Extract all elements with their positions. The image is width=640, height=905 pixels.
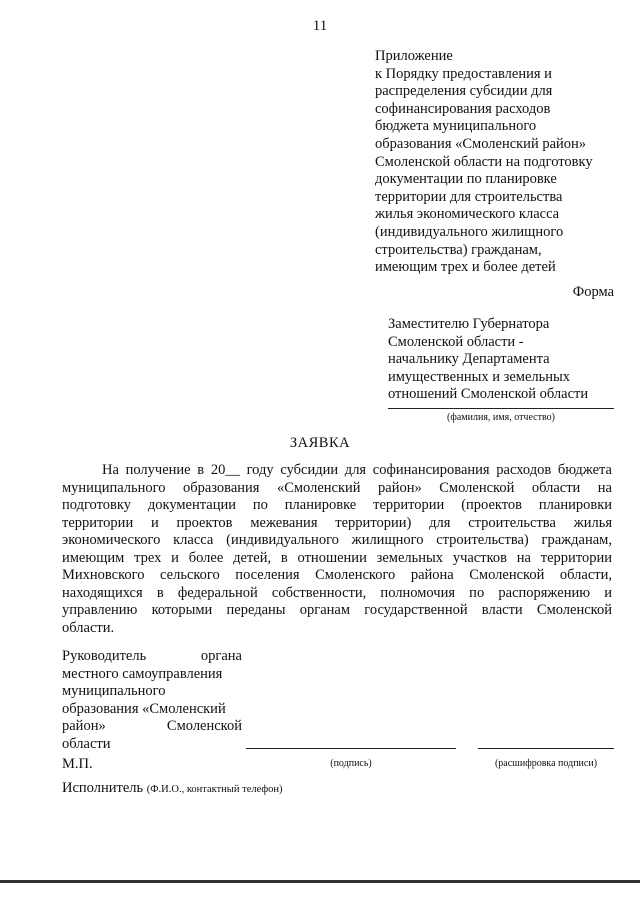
head-line: образования «Смоленский xyxy=(62,700,226,717)
addressee-name-caption: (фамилия, имя, отчество) xyxy=(447,412,555,423)
body-line: территории и проектов межевания территории) для строительства жилья xyxy=(62,514,612,531)
decoding-line xyxy=(478,748,614,749)
head-line: район» Смоленской xyxy=(62,718,242,734)
addressee-line: имущественных и земельных xyxy=(388,368,571,385)
body-line: На получение в 20__ году субсидии для софинансирования расходов бюджета xyxy=(102,462,612,478)
body-line: управлению которыми переданы органам государственной власти Смоленской xyxy=(62,602,612,618)
page-bottom-edge xyxy=(0,880,640,883)
head-line: Руководитель органа xyxy=(62,648,242,664)
body-line: подготовку документации по планировке территории (проектов планировки xyxy=(62,497,612,513)
appendix-reference xyxy=(375,48,615,277)
appendix-line: жилья экономического класса xyxy=(375,206,560,223)
signature-caption: (подпись) xyxy=(330,758,372,769)
body-line: экономического класса (индивидуального жилищного строительства) гражданам, xyxy=(62,532,612,548)
body-line: находящихся в федеральной собственности, полномочия по распоряжению и xyxy=(62,584,612,601)
addressee-block xyxy=(388,316,618,404)
body-line: имеющим трех и более детей, в отношении земельных участков на территории xyxy=(62,549,612,566)
executor-line xyxy=(62,780,283,797)
head-line: области xyxy=(62,735,111,752)
addressee-line: начальнику Департамента xyxy=(388,351,550,368)
appendix-line: Смоленской области на подготовку xyxy=(375,153,593,170)
appendix-line: имеющим трех и более детей xyxy=(375,259,556,276)
appendix-line: распределения субсидии для xyxy=(375,83,553,100)
head-of-authority-block xyxy=(62,648,242,753)
stamp-place-label: М.П. xyxy=(62,756,93,772)
appendix-line: строительства) гражданам, xyxy=(375,241,542,258)
application-body xyxy=(62,462,612,637)
appendix-line: бюджета муниципального xyxy=(375,118,537,135)
signature-line xyxy=(246,748,456,749)
addressee-line: отношений Смоленской области xyxy=(388,386,589,403)
document-title: ЗАЯВКА xyxy=(289,435,351,451)
form-label: Форма xyxy=(572,284,614,300)
appendix-line: территории для строительства xyxy=(375,188,563,205)
appendix-line: образования «Смоленский район» xyxy=(375,135,587,152)
addressee-line: Заместителю Губернатора xyxy=(388,316,550,332)
body-line: муниципального образования «Смоленский район» Смоленской области на xyxy=(62,479,612,496)
appendix-line: документации по планировке xyxy=(375,171,557,188)
addressee-name-line xyxy=(388,408,614,409)
decoding-caption: (расшифровка подписи) xyxy=(494,758,598,769)
page-number: 11 xyxy=(312,18,328,34)
appendix-line: Приложение xyxy=(375,48,453,64)
executor-hint: (Ф.И.О., контактный телефон) xyxy=(146,784,283,795)
body-line: области. xyxy=(62,619,115,636)
addressee-line: Смоленской области - xyxy=(388,333,524,350)
appendix-line: (индивидуального жилищного xyxy=(375,223,564,240)
appendix-line: софинансирования расходов xyxy=(375,100,551,117)
body-line: Михновского сельского поселения Смоленского района Смоленской области, xyxy=(62,567,612,583)
appendix-line: к Порядку предоставления и xyxy=(375,65,552,82)
head-line: местного самоуправления xyxy=(62,665,223,682)
head-line: муниципального xyxy=(62,683,166,699)
executor-label: Исполнитель xyxy=(62,780,144,796)
